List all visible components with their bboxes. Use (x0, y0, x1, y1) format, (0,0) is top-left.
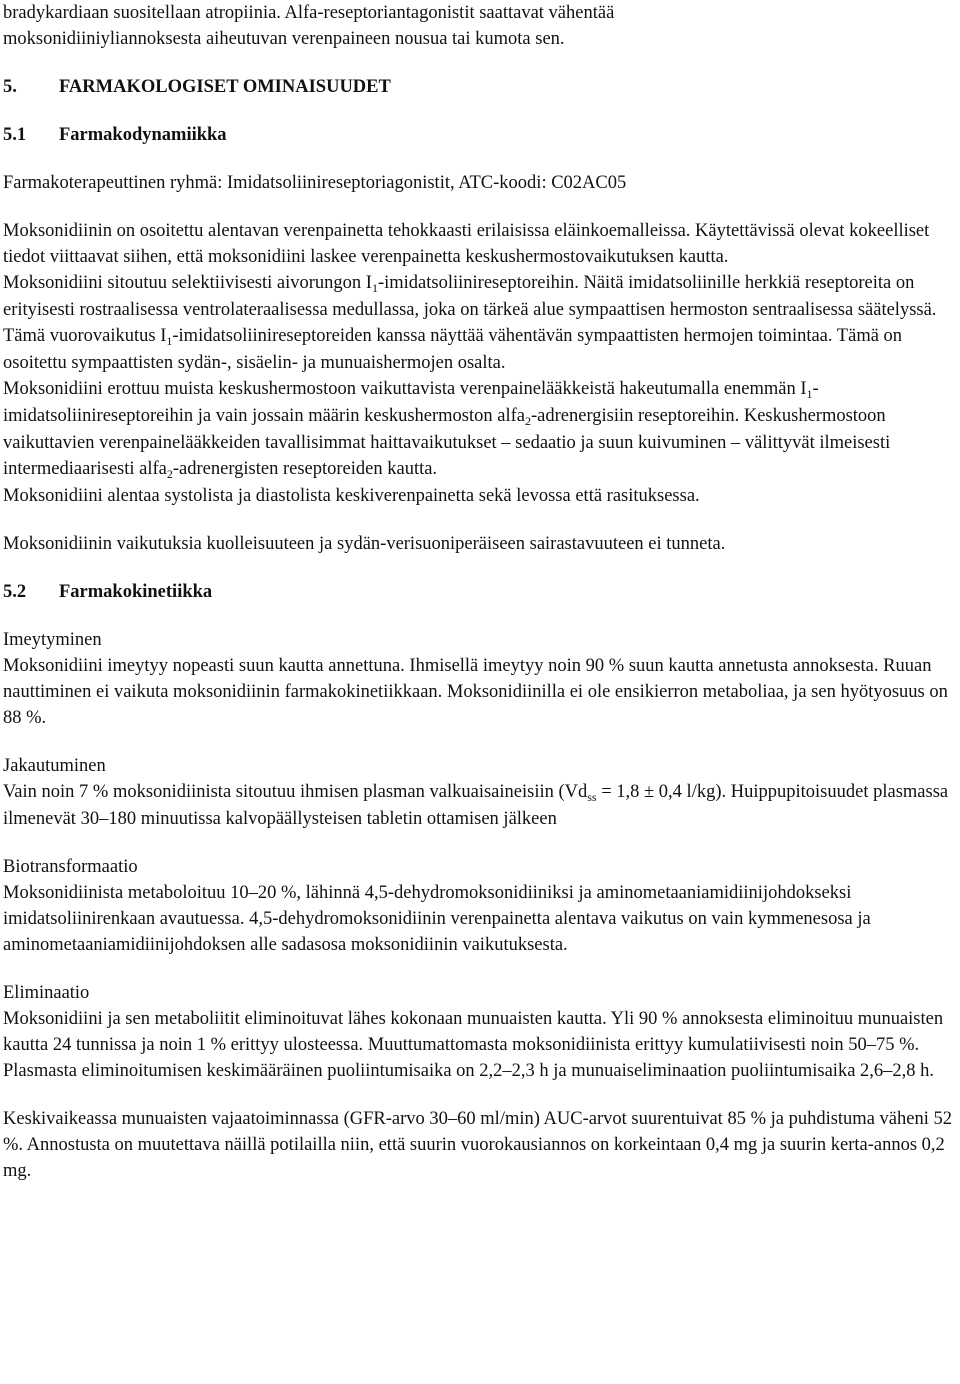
section-5-number: 5. (3, 77, 17, 97)
biotransformation-text: Moksonidiinista metaboloituu 10–20 %, lähinnä 4,5-dehydromoksonidiiniksi ja aminometaaniamidiinijohdokseksi imidatsoliinirenkaan avautuessa. 4,5-dehydromoksonidiinin verenpainetta alentava vaikutus on vain kymmenesosa ja aminometaaniamidiinijohdoksen alle sadasosa moksonidiinin vaikutuksesta. (3, 883, 871, 955)
section-5-heading (3, 74, 960, 100)
pharmacodynamics-paragraph-2: Moksonidiini sitoutuu selektiivisesti aivorungon $I_1$-imidatsoliinireseptoreihin. Näitä imidatsoliinille herkkiä reseptoreita on erityisesti rostraalisessa ventrolateraalisessa medullassa, joka on tärkeä alue sympaattisen hermoston sentraalisessa säätelyssä. Tämä vuorovaikutus $I_1$-imidatsoliinireseptoreiden kanssa näyttää vähentävän sympaattisten hermojen toimintaa. Tämä on osoitettu sympaattisten sydän-, sisäelin- ja munuaishermojen osalta. (3, 273, 937, 373)
elimination-heading: Eliminaatio (3, 983, 90, 1003)
pharmacodynamics-paragraph-3: Moksonidiini erottuu muista keskushermostoon vaikuttavista verenpainelääkkeistä hakeutumalla enemmän $I_1$-imidatsoliinireseptoreihin ja vain jossain määrin keskushermoston alfa$_2$-adrenergisiin reseptoreihin. Keskushermostoon vaikuttavien verenpainelääkkeiden tavallisimmat haittavaikutukset – sedaatio ja suun kuivuminen – välittyvät ilmeisesti intermediaarisesti alfa$_2$-adrenergisten reseptoreiden kautta. (3, 379, 891, 481)
section-5-1-number: 5.1 (3, 125, 27, 145)
absorption-text: Moksonidiini imeytyy nopeasti suun kautta annettuna. Ihmisellä imeytyy noin 90 % suun kautta annetusta annoksesta. Ruuan nauttiminen ei vaikuta moksonidiinin farmakokinetiikkaan. Moksonidiinilla ei ole ensikierron metaboliaa, ja sen hyötyosuus on 88 %. (3, 656, 948, 728)
pharmacodynamics-paragraph-5: Moksonidiinin vaikutuksia kuolleisuuteen ja sydän-verisuoniperäiseen sairastavuuteen ei tunneta. (3, 534, 726, 554)
renal-impairment-text: Keskivaikeassa munuaisten vajaatoiminnassa (GFR-arvo 30–60 ml/min) AUC-arvot suurentuivat 85 % ja puhdistuma väheni 52 %. Annostusta on muutettava näillä potilailla niin, että suurin vuorokausiannos on korkeintaan 0,4 mg ja suurin kerta-annos 0,2 mg. (3, 1109, 952, 1181)
section-5-2-title: Farmakokinetiikka (59, 582, 213, 602)
elimination-text: Moksonidiini ja sen metaboliitit eliminoituvat lähes kokonaan munuaisten kautta. Yli 90 % annoksesta eliminoituu munuaisten kautta 24 tunnissa ja noin 1 % erittyy ulosteessa. Muuttumattomasta moksonidiinista erittyy kumulatiivisesti noin 50–75 %. Plasmasta eliminoitumisen keskimääräinen puoliintumisaika on 2,2–2,3 h ja munuaiseliminaation puoliintumisaika 2,6–2,8 h. (3, 1009, 944, 1081)
section-5-title: FARMAKOLOGISET OMINAISUUDET (59, 77, 391, 97)
distribution-text: Vain noin 7 % moksonidiinista sitoutuu ihmisen plasman valkuaisaineisiin ($Vd_{ss} = 1,8 \pm 0,4$ l/kg). Huippupitoisuudet plasmassa ilmenevät 30–180 minuutissa kalvopäällysteisen tabletin ottamisen jälkeen (3, 782, 949, 829)
pharmacodynamics-paragraph-4: Moksonidiini alentaa systolista ja diastolista keskiverenpainetta sekä levossa että rasituksessa. (3, 486, 700, 506)
section-5-2-heading (3, 579, 960, 605)
section-5-2-number: 5.2 (3, 582, 27, 602)
distribution-heading: Jakautuminen (3, 756, 106, 776)
atc-classification: Farmakoterapeuttinen ryhmä: Imidatsoliinireseptoriagonistit, ATC-koodi: C02AC05 (3, 173, 627, 193)
section-5-1-title: Farmakodynamiikka (59, 125, 227, 145)
absorption-heading: Imeytyminen (3, 630, 102, 650)
intro-line-2: moksonidiiniyliannoksesta aiheutuvan verenpaineen nousua tai kumota sen. (3, 29, 565, 49)
section-5-1-heading (3, 122, 960, 148)
biotransformation-heading: Biotransformaatio (3, 857, 138, 877)
intro-line-1: bradykardiaan suositellaan atropiinia. Alfa-reseptoriantagonistit saattavat vähentää (3, 3, 615, 23)
pharmacodynamics-paragraph-1: Moksonidiinin on osoitettu alentavan verenpainetta tehokkaasti erilaisissa eläinkoemalleissa. Käytettävissä olevat kokeelliset tiedot viittaavat siihen, että moksonidiini laskee verenpainetta keskushermostovaikutuksen kautta. (3, 221, 930, 267)
